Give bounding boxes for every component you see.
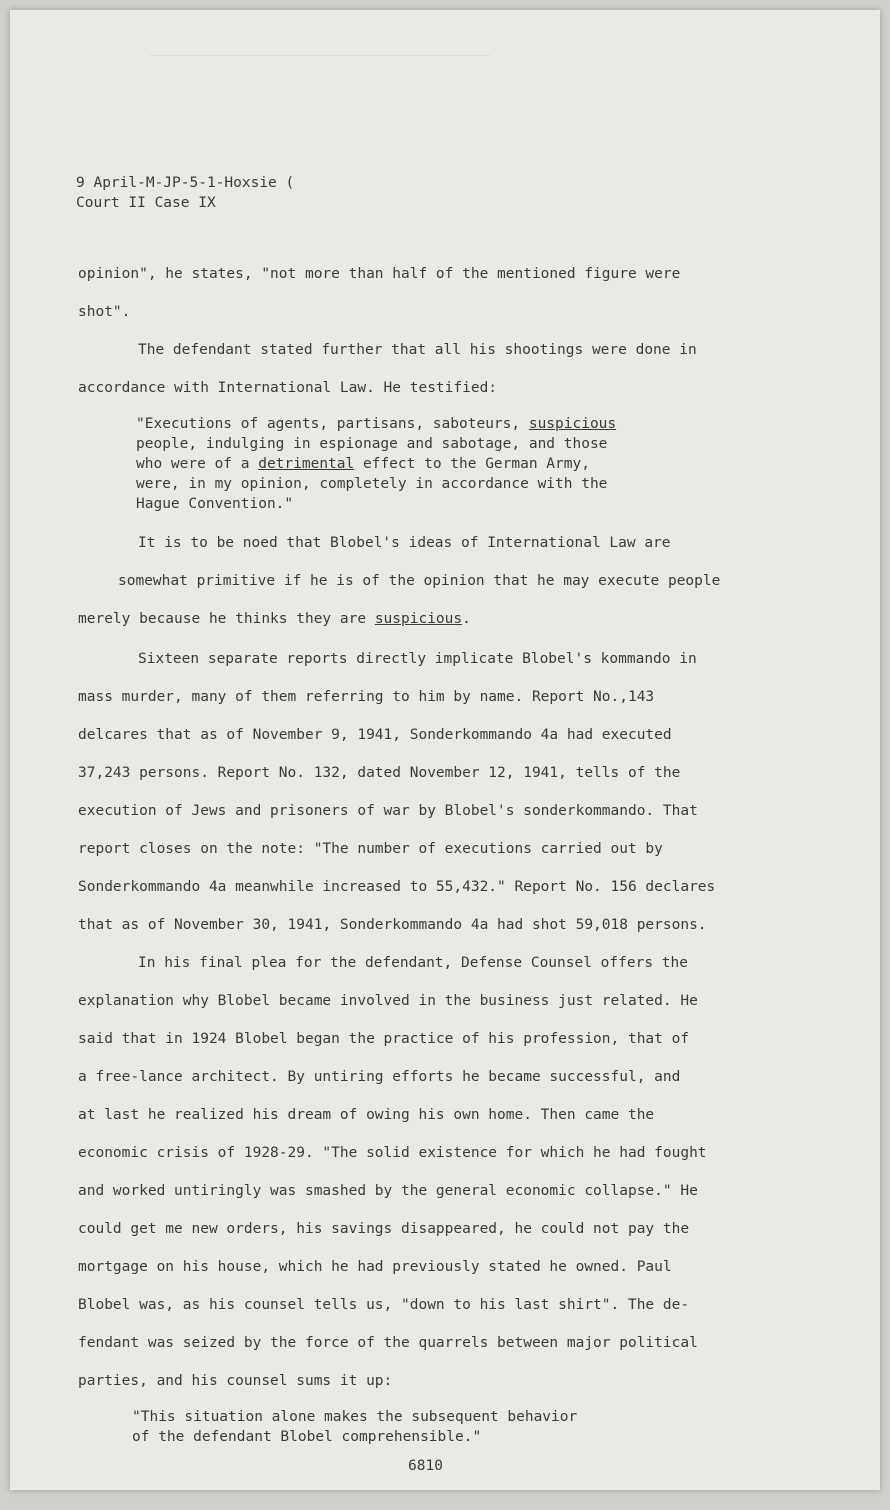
body-line: execution of Jews and prisoners of war by Blobel's sonderkommando. That — [78, 803, 698, 819]
body-line: could get me new orders, his savings disappeared, he could not pay the — [78, 1221, 690, 1237]
scan-artifact-line — [150, 55, 490, 56]
body-line: Blobel was, as his counsel tells us, "down to his last shirt". The de- — [78, 1297, 690, 1313]
body-line: mass murder, many of them referring to him by name. Report No.,143 — [78, 689, 655, 705]
document-page — [10, 10, 880, 1490]
quote-line: of the defendant Blobel comprehensible." — [132, 1429, 482, 1445]
block-quote-testimony — [136, 414, 616, 514]
page-number: 6810 — [408, 1458, 443, 1474]
body-line: It is to be noed that Blobel's ideas of International Law are — [138, 535, 671, 551]
quote-text: who were of a — [136, 456, 259, 472]
quote-line — [136, 414, 616, 434]
quote-line — [136, 454, 616, 474]
body-line: In his final plea for the defendant, Defense Counsel offers the — [138, 955, 688, 971]
body-text: . — [462, 611, 471, 627]
body-line: economic crisis of 1928-29. "The solid existence for which he had fought — [78, 1145, 707, 1161]
body-line: delcares that as of November 9, 1941, Sonderkommando 4a had executed — [78, 727, 672, 743]
body-line: The defendant stated further that all his shootings were done in — [138, 342, 697, 358]
quote-line: people, indulging in espionage and sabotage, and those — [136, 436, 608, 452]
underlined-word: suspicious — [528, 416, 617, 432]
body-line: explanation why Blobel became involved in the business just related. He — [78, 993, 698, 1009]
body-line: parties, and his counsel sums it up: — [78, 1373, 393, 1389]
body-line: fendant was seized by the force of the quarrels between major political — [78, 1335, 698, 1351]
body-line: a free-lance architect. By untiring efforts he became successful, and — [78, 1069, 681, 1085]
document-header — [76, 173, 294, 213]
underlined-word: detrimental — [258, 456, 355, 472]
header-line-date-code: 9 April-M-JP-5-1-Hoxsie ( — [76, 175, 295, 191]
body-line: mortgage on his house, which he had previously stated he owned. Paul — [78, 1259, 672, 1275]
block-quote-counsel — [132, 1407, 577, 1447]
quote-text: effect to the German Army, — [354, 456, 590, 472]
body-line: report closes on the note: "The number of executions carried out by — [78, 841, 663, 857]
body-line: shot". — [78, 304, 131, 320]
body-text: merely because he thinks they are — [78, 611, 375, 627]
quote-text: "Executions of agents, partisans, saboteurs, — [136, 416, 529, 432]
body-line: Sixteen separate reports directly implicate Blobel's kommando in — [138, 651, 697, 667]
header-line-court-case: Court II Case IX — [76, 195, 216, 211]
body-line: opinion", he states, "not more than half of the mentioned figure were — [78, 266, 681, 282]
body-line: said that in 1924 Blobel began the practice of his profession, that of — [78, 1031, 690, 1047]
body-line: at last he realized his dream of owing his own home. Then came the — [78, 1107, 655, 1123]
underlined-word: suspicious — [374, 611, 463, 627]
quote-line: "This situation alone makes the subsequent behavior — [132, 1409, 578, 1425]
quote-line: were, in my opinion, completely in accordance with the — [136, 476, 608, 492]
body-line: that as of November 30, 1941, Sonderkommando 4a had shot 59,018 persons. — [78, 917, 707, 933]
body-line: Sonderkommando 4a meanwhile increased to 55,432." Report No. 156 declares — [78, 879, 716, 895]
quote-line: Hague Convention." — [136, 496, 294, 512]
body-line: and worked untiringly was smashed by the general economic collapse." He — [78, 1183, 698, 1199]
body-line — [78, 611, 471, 627]
body-line: somewhat primitive if he is of the opinion that he may execute people — [118, 573, 721, 589]
body-line: accordance with International Law. He testified: — [78, 380, 498, 396]
body-line: 37,243 persons. Report No. 132, dated November 12, 1941, tells of the — [78, 765, 681, 781]
